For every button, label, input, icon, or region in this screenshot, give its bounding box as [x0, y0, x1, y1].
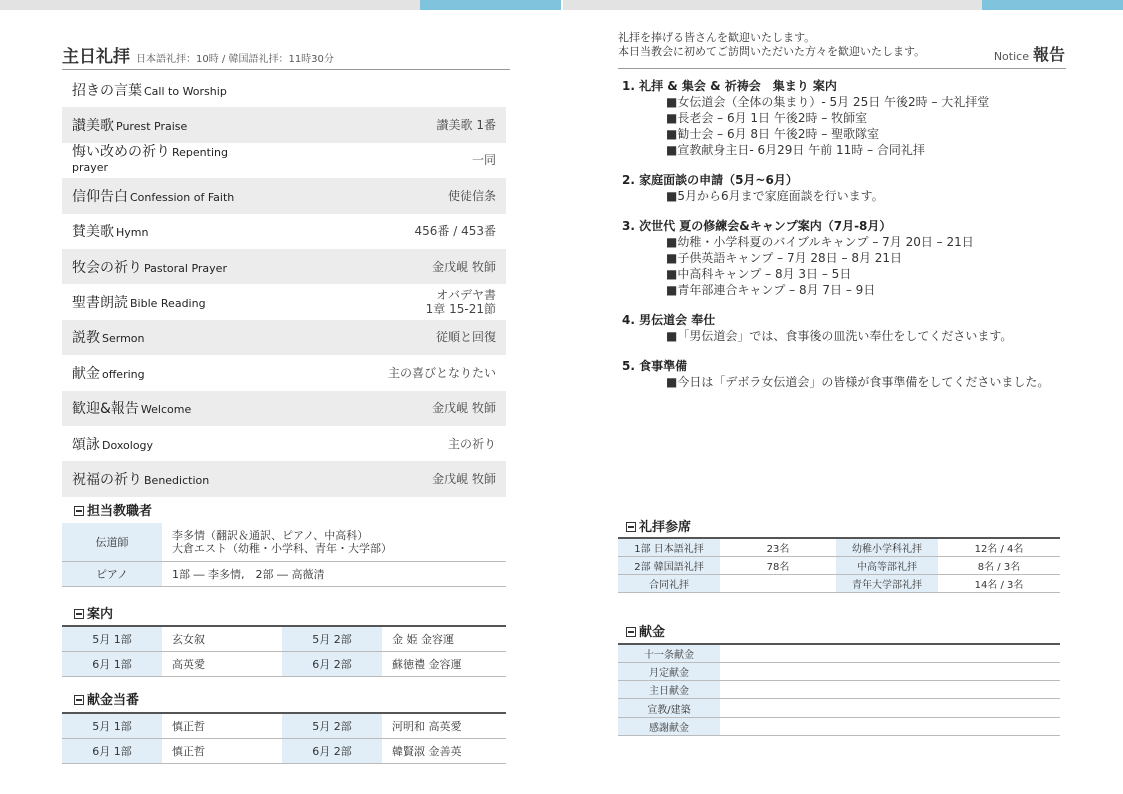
order-of-service [62, 72, 506, 497]
offering-duty-title: 献金当番 [74, 689, 139, 708]
order-row [62, 72, 506, 107]
table-row: 5月 1部 玄女叙 5月 2部 金 姫 金容運 [62, 626, 506, 651]
order-item-name: 祝福の祈り Benediction [72, 471, 210, 488]
order-row [62, 391, 506, 426]
offering-title: 献金 [626, 621, 665, 640]
order-item-name: 献金 offering [72, 365, 145, 382]
order-row [62, 355, 506, 390]
table-row [618, 662, 1060, 680]
section-square-icon [626, 522, 636, 532]
notice-line: ■宣教献身主日- 6月29日 午前 11時 – 合同礼拝 [666, 143, 925, 157]
table-row: 合同礼拝 青年大学部礼拝 14名 / 3名 [618, 575, 1060, 593]
order-item-name: 牧会の祈り Pastoral Prayer [72, 259, 227, 276]
attendance-title: 礼拝参席 [626, 516, 691, 535]
guide-table [62, 625, 506, 677]
notice-list [622, 78, 1062, 404]
table-row [618, 681, 1060, 699]
offering-kind: 感謝献金 [618, 717, 720, 735]
section-square-icon [74, 609, 84, 619]
offering-amount [720, 644, 1060, 662]
notice-line: ■青年部連合キャンプ – 8月 7日 – 9日 [666, 283, 876, 297]
notice-line: ■中高科キャンプ – 8月 3日 – 5日 [666, 267, 852, 281]
notice-heading: 4. 男伝道会 奉仕 [622, 313, 716, 327]
section-square-icon [74, 506, 84, 516]
notice-line: ■長老会 – 6月 1日 午後2時 – 牧師室 [666, 111, 868, 125]
notice-intro: 礼拝を捧げる皆さんを歓迎いたします。 本日当教会に初めてご訪問いただいた方々を歓迎いたします。 [618, 31, 926, 58]
table-row [618, 644, 1060, 662]
right-top-bar [563, 0, 1123, 10]
notice-heading: 1. 礼拝 & 集会 & 祈祷会 集まり 案内 [622, 79, 837, 93]
order-row [62, 249, 506, 284]
notice-heading: 3. 次世代 夏の修練会&キャンプ案内（7月-8月） [622, 219, 892, 233]
left-top-accent [420, 0, 561, 10]
staff-title: 担当教職者 [74, 500, 152, 519]
notice-item [622, 358, 1062, 390]
order-item-value: 金戊峴 牧師 [432, 471, 496, 486]
order-item-name: 説教 Sermon [72, 330, 145, 347]
order-item-value: 従順と回復 [435, 330, 496, 345]
order-item-value: 主の喜びとなりたい [387, 365, 496, 380]
order-item-name: 歓迎&報告 Welcome [72, 401, 192, 418]
table-row [62, 561, 506, 586]
offering-kind: 十一条献金 [618, 644, 720, 662]
order-item-value: 456番 / 453番 [414, 224, 496, 239]
order-item-value: 主の祈り [447, 436, 496, 451]
notice-label: Notice 報告 [993, 45, 1065, 64]
attendance-table [618, 537, 1060, 593]
order-row [62, 426, 506, 461]
order-item-name: 賛美歌 Hymn [72, 224, 149, 241]
left-top-bar [0, 0, 561, 10]
notice-item [622, 78, 1062, 158]
order-item-value: 一同 [471, 153, 496, 168]
notice-line: ■今日は「デボラ女伝道会」の皆様が食事準備をしてくださいました。 [666, 375, 1050, 389]
right-top-accent [982, 0, 1123, 10]
offering-kind: 宣教/建築 [618, 699, 720, 717]
notice-line: ■子供英語キャンプ – 7月 28日 – 8月 21日 [666, 251, 903, 265]
notice-line: ■5月から6月まで家庭面談を行います。 [666, 189, 884, 203]
notice-divider [618, 68, 1066, 69]
notice-line: ■勧士会 – 6月 8日 午後2時 – 聖歌隊室 [666, 127, 880, 141]
order-row [62, 107, 506, 142]
order-row [62, 143, 506, 178]
notice-heading: 5. 食事準備 [622, 359, 688, 373]
order-item-name: 聖書朗読 Bible Reading [72, 295, 206, 312]
order-row [62, 461, 506, 496]
order-row [62, 178, 506, 213]
order-row [62, 320, 506, 355]
notice-item [622, 172, 1062, 204]
service-title: 主日礼拝 [62, 47, 130, 67]
table-row: 6月 1部 慎正哲 6月 2部 韓賢淑 金善英 [62, 738, 506, 763]
table-row: 1部 日本語礼拝 23名 幼稚小学科礼拝 12名 / 4名 [618, 538, 1060, 556]
order-item-name: 悔い改めの祈り Repenting prayer [72, 144, 228, 175]
offering-kind: 月定献金 [618, 662, 720, 680]
order-item-name: 頌詠 Doxology [72, 436, 154, 453]
staff-detail: 李多情（翻訳＆通訳、ピアノ、中高科） 大倉エスト（幼稚・小学科、青年・大学部） [162, 523, 506, 561]
guide-title: 案内 [74, 603, 113, 622]
service-subtitle: 日本語礼拝：10時 / 韓国語礼拝：11時30分 [136, 54, 334, 65]
notice-line: ■「男伝道会」では、食事後の皿洗い奉仕をしてくださいます。 [666, 329, 1013, 343]
offering-kind: 主日献金 [618, 681, 720, 699]
notice-item [622, 218, 1062, 298]
notice-line: ■幼稚・小学科夏のバイブルキャンプ – 7月 20日 – 21日 [666, 235, 974, 249]
order-item-value: 使徒信条 [447, 188, 496, 203]
order-item-name: 信仰告白 Confession of Faith [72, 188, 235, 205]
table-row: 5月 1部 慎正哲 5月 2部 河明和 高英愛 [62, 713, 506, 738]
order-row [62, 214, 506, 249]
notice-item [622, 312, 1062, 344]
table-row [62, 523, 506, 561]
order-item-name: 招きの言葉 Call to Worship [72, 82, 227, 99]
staff-detail: 1部 ― 李多情, 2部 ― 高薇清 [162, 561, 506, 586]
table-row: 6月 1部 高英愛 6月 2部 蘇徳禮 金容運 [62, 651, 506, 676]
service-header [62, 42, 510, 70]
offering-amount [720, 699, 1060, 717]
table-row [618, 699, 1060, 717]
offering-duty-table [62, 712, 506, 764]
order-item-name: 讃美歌 Purest Praise [72, 118, 188, 135]
staff-table [62, 523, 506, 587]
notice-heading: 2. 家庭面談の申請（5月~6月） [622, 173, 798, 187]
order-item-value: 金戊峴 牧師 [432, 259, 496, 274]
order-item-value: オバデヤ書 1章 15-21節 [425, 288, 496, 317]
offering-amount [720, 717, 1060, 735]
table-row: 2部 韓国語礼拝 78名 中高等部礼拝 8名 / 3名 [618, 556, 1060, 574]
offering-table [618, 643, 1060, 736]
staff-role: ピアノ [62, 561, 162, 586]
section-square-icon [626, 627, 636, 637]
order-item-value: 讃美歌 1番 [436, 118, 496, 133]
order-item-value: 金戊峴 牧師 [432, 401, 496, 416]
offering-amount [720, 662, 1060, 680]
order-row [62, 284, 506, 319]
staff-role: 伝道師 [62, 523, 162, 561]
notice-line: ■女伝道会（全体の集まり）- 5月 25日 午後2時 – 大礼拝堂 [666, 95, 990, 109]
offering-amount [720, 681, 1060, 699]
table-row [618, 717, 1060, 735]
section-square-icon [74, 695, 84, 705]
